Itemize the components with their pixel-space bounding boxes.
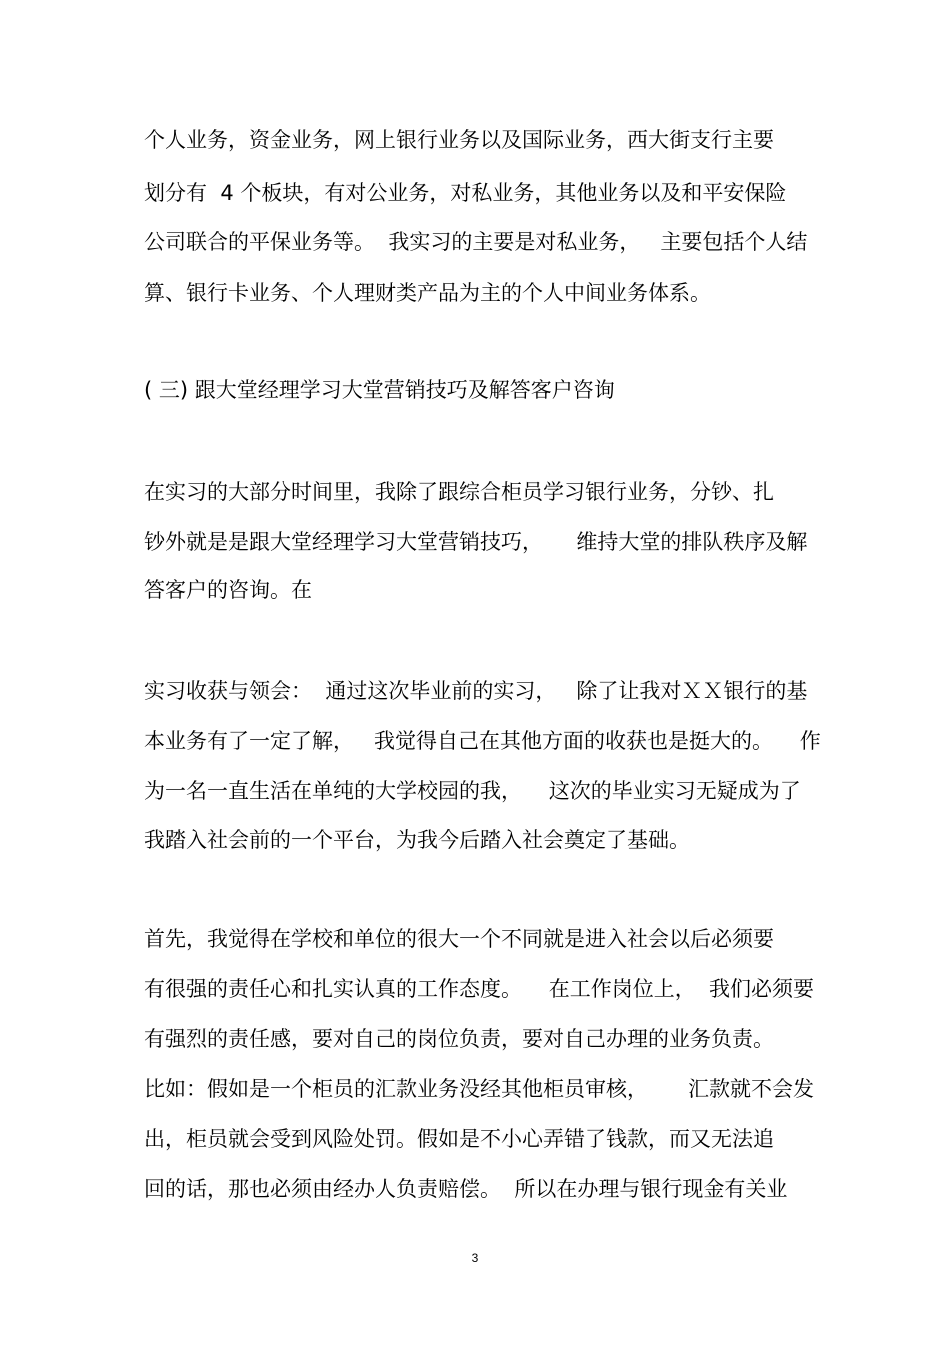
paragraph-line: 算、银行卡业务、个人理财类产品为主的个人中间业务体系。	[144, 281, 711, 305]
paragraph-line: 钞外就是是跟大堂经理学习大堂营销技巧， 维持大堂的排队秩序及解	[144, 530, 808, 554]
paragraph-line: 答客户的咨询。在	[144, 578, 312, 602]
paragraph-line: 出，柜员就会受到风险处罚。假如是不小心弄错了钱款，而又无法追	[144, 1127, 774, 1151]
paragraph-line: 本业务有了一定了解， 我觉得自己在其他方面的收获也是挺大的。 作	[144, 729, 821, 753]
paragraph-line: 划分有 4 个板块，有对公业务，对私业务，其他业务以及和平安保险	[144, 181, 787, 205]
paragraph-line: 为一名一直生活在单纯的大学校园的我， 这次的毕业实习无疑成为了	[144, 779, 801, 803]
paragraph-line: 我踏入社会前的一个平台，为我今后踏入社会奠定了基础。	[144, 828, 690, 852]
paragraph-line: 有强烈的责任感，要对自己的岗位负责，要对自己办理的业务负责。	[144, 1027, 774, 1051]
paragraph-line: 个人业务，资金业务，网上银行业务以及国际业务，西大街支行主要	[144, 128, 774, 152]
paragraph-line: 首先，我觉得在学校和单位的很大一个不同就是进入社会以后必须要	[144, 927, 774, 951]
paragraph-line: 比如：假如是一个柜员的汇款业务没经其他柜员审核， 汇款就不会发	[144, 1077, 815, 1101]
paragraph-line: 有很强的责任心和扎实认真的工作态度。 在工作岗位上， 我们必须要	[144, 977, 815, 1001]
paragraph-line: 实习收获与领会： 通过这次毕业前的实习， 除了让我对ＸＸ银行的基	[144, 679, 808, 703]
page-number: 3	[471, 1251, 479, 1265]
paragraph-line: 公司联合的平保业务等。 我实习的主要是对私业务， 主要包括个人结	[144, 230, 808, 254]
section-heading: ( 三) 跟大堂经理学习大堂营销技巧及解答客户咨询	[144, 378, 615, 402]
paragraph-line: 在实习的大部分时间里，我除了跟综合柜员学习银行业务，分钞、扎	[144, 480, 774, 504]
paragraph-line: 回的话，那也必须由经办人负责赔偿。 所以在办理与银行现金有关业	[144, 1177, 788, 1201]
